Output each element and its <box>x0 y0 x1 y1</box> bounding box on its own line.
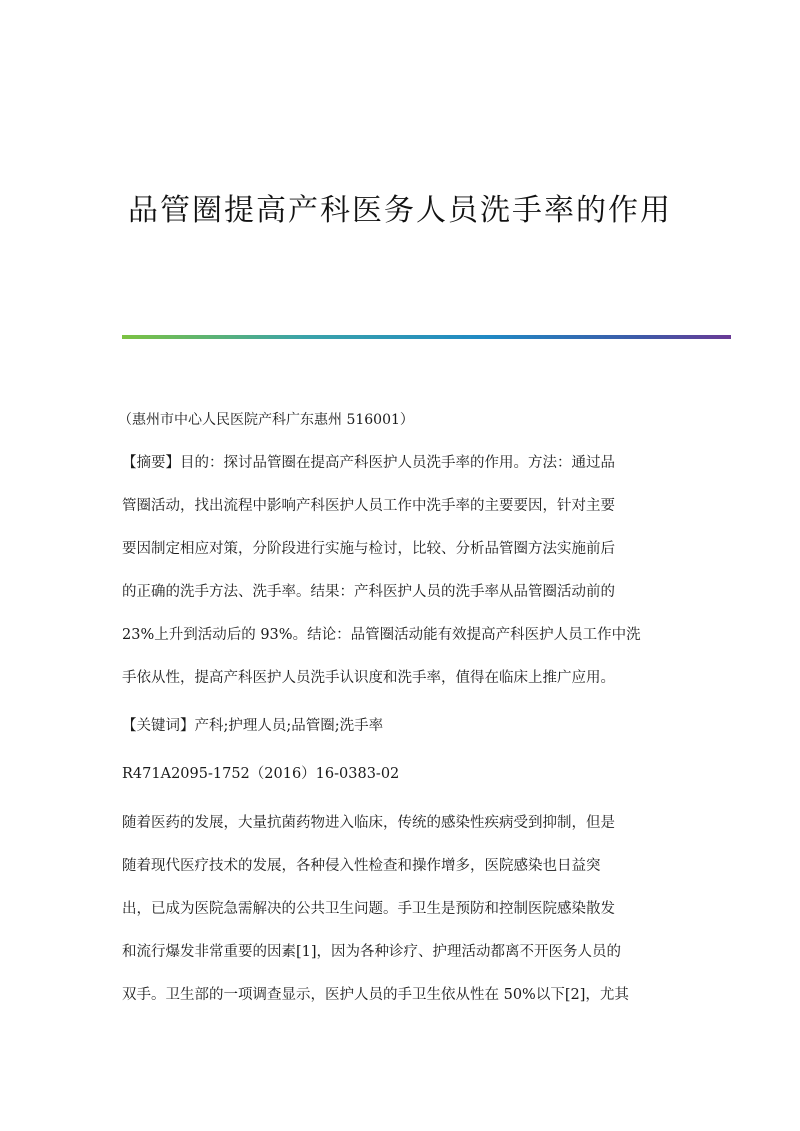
abstract-line: 手依从性，提高产科医护人员洗手认识度和洗手率，值得在临床上推广应用。 <box>122 670 615 686</box>
abstract-line: 管圈活动，找出流程中影响产科医护人员工作中洗手率的主要要因，针对主要 <box>122 498 615 514</box>
document-title: 品管圈提高产科医务人员洗手率的作用 <box>128 193 672 228</box>
title-divider <box>122 335 731 339</box>
abstract-line: 要因制定相应对策，分阶段进行实施与检讨，比较、分析品管圈方法实施前后 <box>122 541 615 557</box>
author-affiliation: （惠州市中心人民医院产科广东惠州 516001） <box>118 412 414 428</box>
classification-code: R471A2095-1752（2016）16-0383-02 <box>122 766 400 782</box>
abstract-line: 的正确的洗手方法、洗手率。结果：产科医护人员的洗手率从品管圈活动前的 <box>122 584 615 600</box>
body-line: 双手。卫生部的一项调查显示，医护人员的手卫生依从性在 50%以下[2]，尤其 <box>122 987 629 1003</box>
abstract-line: 【摘要】目的：探讨品管圈在提高产科医护人员洗手率的作用。方法：通过品 <box>122 455 615 471</box>
body-line: 随着医药的发展，大量抗菌药物进入临床，传统的感染性疾病受到抑制，但是 <box>122 815 615 831</box>
keywords-line: 【关键词】产科;护理人员;品管圈;洗手率 <box>122 718 384 734</box>
body-line: 和流行爆发非常重要的因素[1]，因为各种诊疗、护理活动都离不开医务人员的 <box>122 944 622 960</box>
body-line: 随着现代医疗技术的发展，各种侵入性检查和操作增多，医院感染也日益突 <box>122 858 601 874</box>
abstract-line: 23%上升到活动后的 93%。结论：品管圈活动能有效提高产科医护人员工作中洗 <box>122 627 641 643</box>
body-line: 出，已成为医院急需解决的公共卫生问题。手卫生是预防和控制医院感染散发 <box>122 901 615 917</box>
